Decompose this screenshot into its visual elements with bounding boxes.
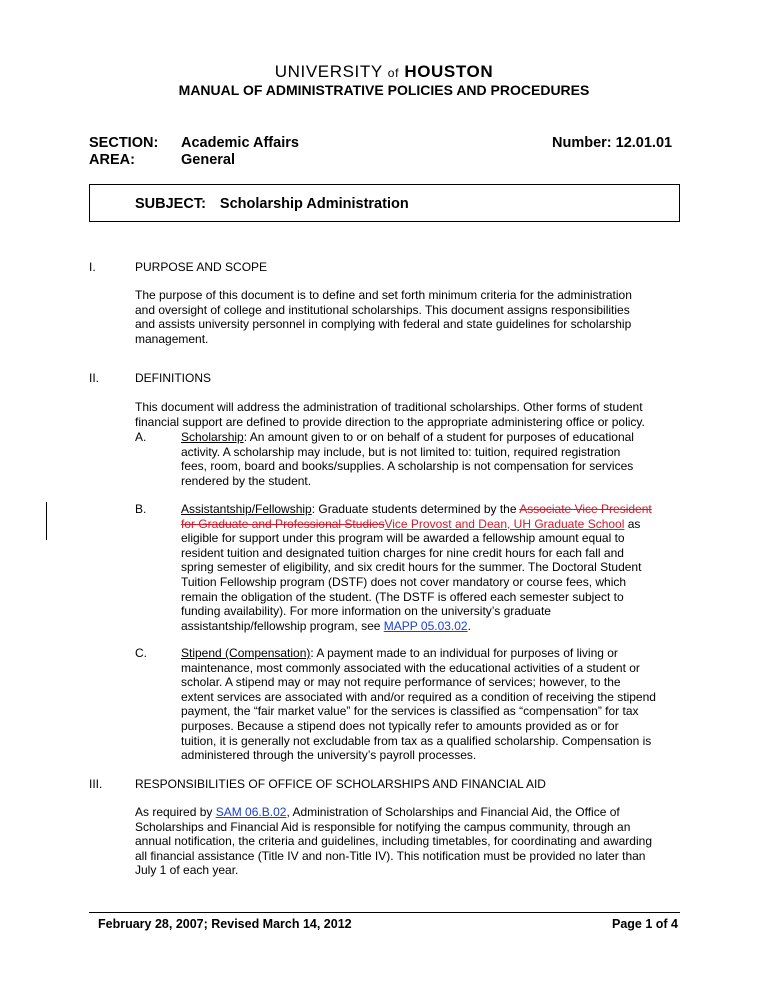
- body-line: financial support are defined to provide direction to the appropriate administering office or policy.: [135, 414, 645, 429]
- footer-date: February 28, 2007; Revised March 14, 2012: [98, 917, 352, 931]
- body-text: : A payment made to an individual for purposes of living or: [310, 646, 618, 660]
- body-line: fees, room, board and books/supplies. A scholarship is not compensation for services: [181, 459, 634, 474]
- item-b-letter: B.: [135, 502, 147, 516]
- section-three-body: [135, 805, 652, 878]
- body-text: : Graduate students determined by the: [311, 502, 520, 516]
- section-one-numeral: I.: [89, 260, 96, 274]
- body-text: As required by: [135, 805, 216, 819]
- body-text: as: [624, 516, 641, 531]
- university-word: UNIVERSITY: [274, 62, 383, 81]
- body-line: extent services are associated with and/or required as a condition of receiving the stipend: [181, 689, 656, 704]
- body-line: eligible for support under this program will be awarded a fellowship amount equal to: [181, 531, 625, 546]
- item-a-body: [181, 430, 634, 488]
- body-line: scholar. A stipend may or may not require performance of services; however, to the: [181, 675, 621, 690]
- item-b-body: [181, 502, 652, 633]
- body-line: funding availability). For more information on the university’s graduate: [181, 604, 551, 619]
- body-line: July 1 of each year.: [135, 863, 239, 878]
- deleted-text: for Graduate and Professional Studies: [181, 516, 385, 531]
- section-one-body: [135, 288, 632, 346]
- body-text: , Administration of Scholarships and Financial Aid, the Office of: [286, 805, 620, 819]
- section-two-title: DEFINITIONS: [135, 371, 212, 385]
- subject-label: SUBJECT:: [135, 196, 206, 212]
- body-line: tuition, it is generally not excludable from tax as a qualified scholarship. Compensation is: [181, 733, 652, 748]
- footer-page-number: Page 1 of 4: [612, 917, 678, 931]
- university-of: of: [387, 66, 400, 80]
- body-line: maintenance, most commonly associated with the educational activities of a student or: [181, 660, 640, 675]
- item-a-letter: A.: [135, 430, 147, 444]
- footer-divider: [89, 912, 680, 913]
- body-line: spring semester of eligibility, and six credit hours for the summer. The Doctoral Student: [181, 560, 642, 575]
- section-value: Academic Affairs: [181, 135, 299, 151]
- manual-title: MANUAL OF ADMINISTRATIVE POLICIES AND PROCEDURES: [178, 82, 590, 98]
- body-line: and oversight of college and institutional scholarships. This document assigns responsibilities: [135, 302, 630, 317]
- item-c-letter: C.: [135, 646, 147, 660]
- subject-value: Scholarship Administration: [219, 196, 409, 212]
- section-three-numeral: III.: [89, 777, 103, 791]
- body-line: activity. A scholarship may include, but is not limited to: tuition, required registration: [181, 444, 621, 459]
- deleted-text: Associate Vice President: [519, 502, 652, 516]
- subject-line: [135, 196, 409, 212]
- body-line: administered through the university’s payroll processes.: [181, 748, 477, 763]
- body-line: This document will address the administration of traditional scholarships. Other forms of student: [135, 400, 643, 414]
- inserted-text: Vice Provost and Dean, UH Graduate School: [384, 516, 625, 531]
- body-line: and assists university personnel in complying with federal and state guidelines for scholarship: [135, 317, 632, 332]
- body-text: assistantship/fellowship program, see: [181, 618, 384, 633]
- term-assistantship: Assistantship/Fellowship: [181, 502, 312, 516]
- revision-change-bar: [46, 502, 47, 540]
- mapp-link[interactable]: MAPP 05.03.02: [383, 618, 468, 633]
- area-value: General: [181, 152, 235, 168]
- university-name: HOUSTON: [404, 62, 494, 81]
- body-line: purposes. Because a stipend does not typically refer to amounts provided as or for: [181, 718, 619, 733]
- body-line: Scholarships and Financial Aid is responsible for notifying the campus community, through an: [135, 819, 631, 834]
- body-line: all financial assistance (Title IV and non-Title IV). This notification must be provided no later than: [135, 848, 646, 863]
- section-one-title: PURPOSE AND SCOPE: [135, 260, 268, 274]
- document-number: Number: 12.01.01: [552, 135, 673, 151]
- body-line: The purpose of this document is to define and set forth minimum criteria for the administration: [135, 288, 632, 302]
- section-two-body: [135, 400, 645, 429]
- body-line: resident tuition and designated tuition charges for nine credit hours for each fall and: [181, 545, 624, 560]
- item-c-body: [181, 646, 656, 763]
- section-three-title: RESPONSIBILITIES OF OFFICE OF SCHOLARSHIPS AND FINANCIAL AID: [135, 777, 546, 791]
- term-stipend: Stipend (Compensation): [181, 646, 311, 660]
- section-label: SECTION:: [89, 135, 159, 151]
- term-scholarship: Scholarship: [181, 430, 244, 444]
- section-two-numeral: II.: [89, 371, 100, 385]
- body-line: payment, the “fair market value” for the services is classified as “compensation” for tax: [181, 704, 639, 719]
- body-text: .: [467, 618, 471, 633]
- area-label: AREA:: [89, 152, 135, 168]
- body-line: remain the obligation of the student. (The DSTF is offered each semester subject to: [181, 589, 624, 604]
- sam-link[interactable]: SAM 06.B.02: [215, 805, 287, 819]
- university-wordmark: [0, 62, 768, 82]
- body-text: : An amount given to or on behalf of a student for purposes of educational: [243, 430, 634, 444]
- body-line: annual notification, the criteria and guidelines, including timetables, for coordinating and awarding: [135, 834, 652, 849]
- body-line: management.: [135, 331, 209, 346]
- body-line: Tuition Fellowship program (DSTF) does not cover mandatory or course fees, which: [181, 574, 627, 589]
- body-line: rendered by the student.: [181, 473, 312, 488]
